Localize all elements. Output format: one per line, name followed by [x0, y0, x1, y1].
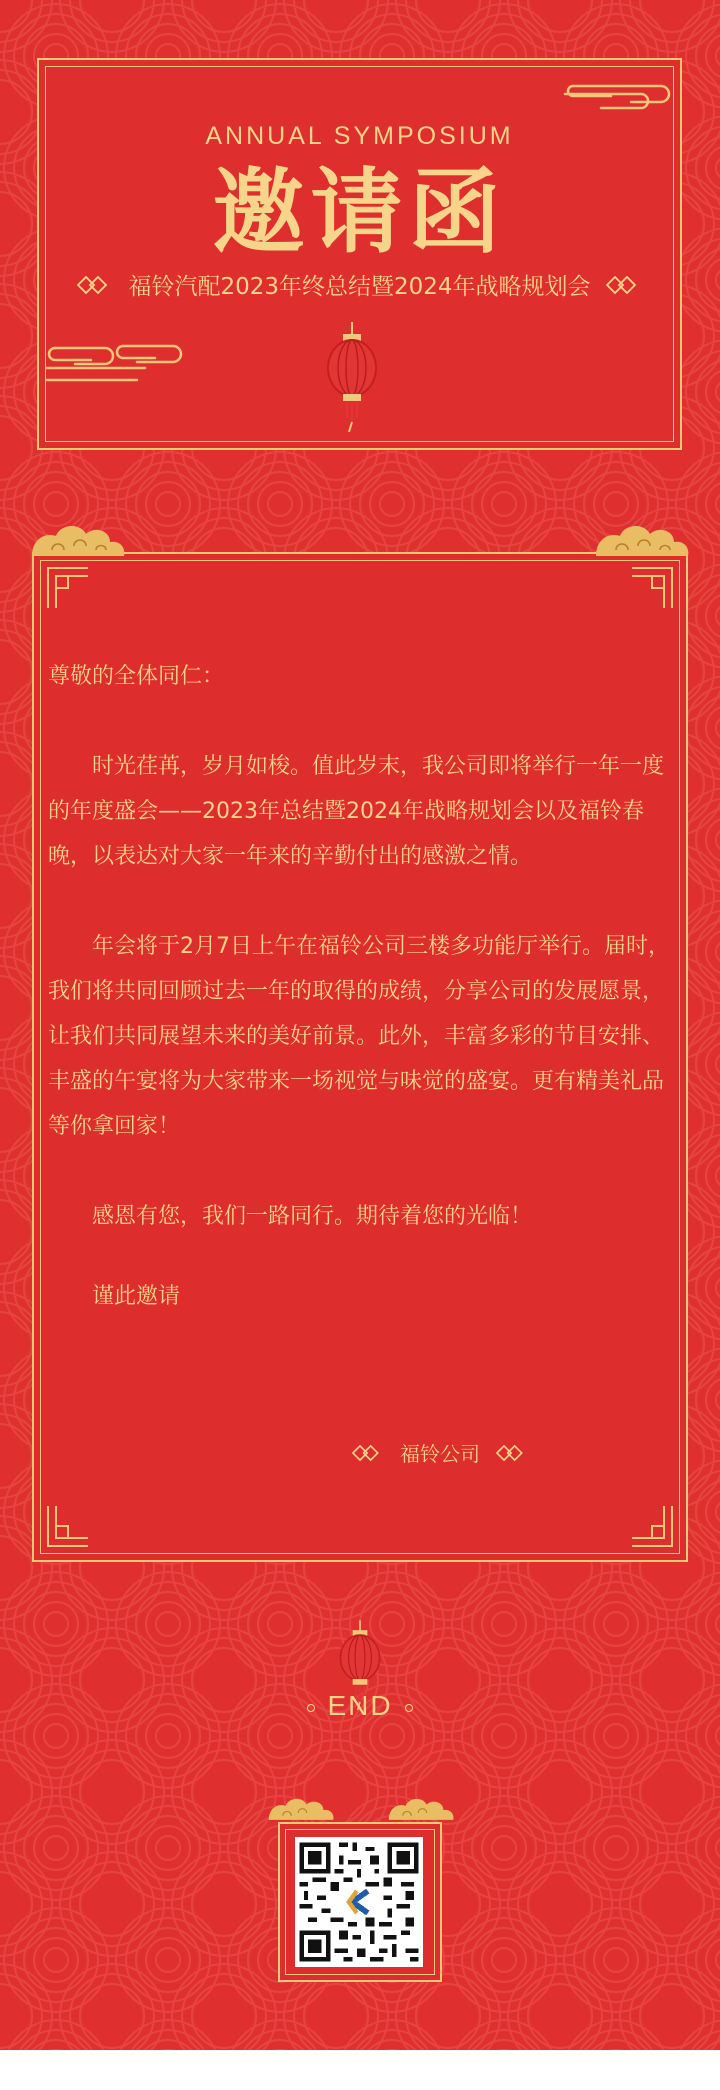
qr-code-icon[interactable]	[295, 1837, 423, 1967]
golden-cloud-icon	[28, 520, 128, 558]
eyebrow-heading: ANNUAL SYMPOSIUM	[205, 122, 514, 150]
cloud-scroll-icon	[45, 338, 185, 386]
paragraph-1: 时光荏苒，岁月如梭。值此岁末，我公司即将举行一年一度的年度盛会——2023年总结暨2024年战略规划会以及福铃春晚，以表达对大家一年来的辛勤付出的感激之情。	[48, 754, 665, 869]
diamond-icon	[352, 1444, 384, 1462]
diamond-icon	[496, 1444, 528, 1462]
golden-cloud-icon	[266, 1792, 336, 1824]
subtitle-text: 福铃汽配2023年终总结暨2024年战略规划会	[128, 274, 591, 300]
diamond-icon	[77, 276, 113, 294]
closing-line: 谨此邀请	[92, 1284, 181, 1309]
golden-cloud-icon	[386, 1792, 456, 1824]
page-title: 邀请函	[212, 159, 507, 266]
company-signature: 福铃公司	[400, 1442, 480, 1466]
end-label: END	[327, 1690, 393, 1721]
qr-frame	[278, 1822, 442, 1982]
subtitle-row	[39, 268, 680, 301]
letter-card	[32, 552, 688, 1562]
paragraph-3: 感恩有您，我们一路同行。期待着您的光临！	[92, 1204, 533, 1229]
header-card	[37, 58, 682, 450]
diamond-icon	[606, 276, 642, 294]
lantern-icon	[325, 322, 379, 434]
corner-ornament-icon	[46, 1504, 90, 1548]
corner-ornament-icon	[630, 1504, 674, 1548]
corner-ornament-icon	[630, 566, 674, 610]
salutation: 尊敬的全体同仁：	[48, 664, 225, 689]
paragraph-2: 年会将于2月7日上午在福铃公司三楼多功能厅举行。届时，我们将共同回顾过去一年的取得的成绩，分享公司的发展愿景，让我们共同展望未来的美好前景。此外，丰富多彩的节目安排、丰盛的午宴将为大家带来一场视觉与味觉的盛宴。更有精美礼品等你拿回家！	[48, 934, 670, 1139]
dot-icon	[405, 1704, 413, 1712]
dot-icon	[307, 1704, 315, 1712]
end-label-row	[0, 1690, 720, 1722]
signature-row	[0, 1438, 680, 1467]
golden-cloud-icon	[592, 520, 692, 558]
cloud-scroll-icon	[561, 78, 679, 114]
corner-ornament-icon	[46, 566, 90, 610]
letter-body	[48, 654, 672, 1319]
